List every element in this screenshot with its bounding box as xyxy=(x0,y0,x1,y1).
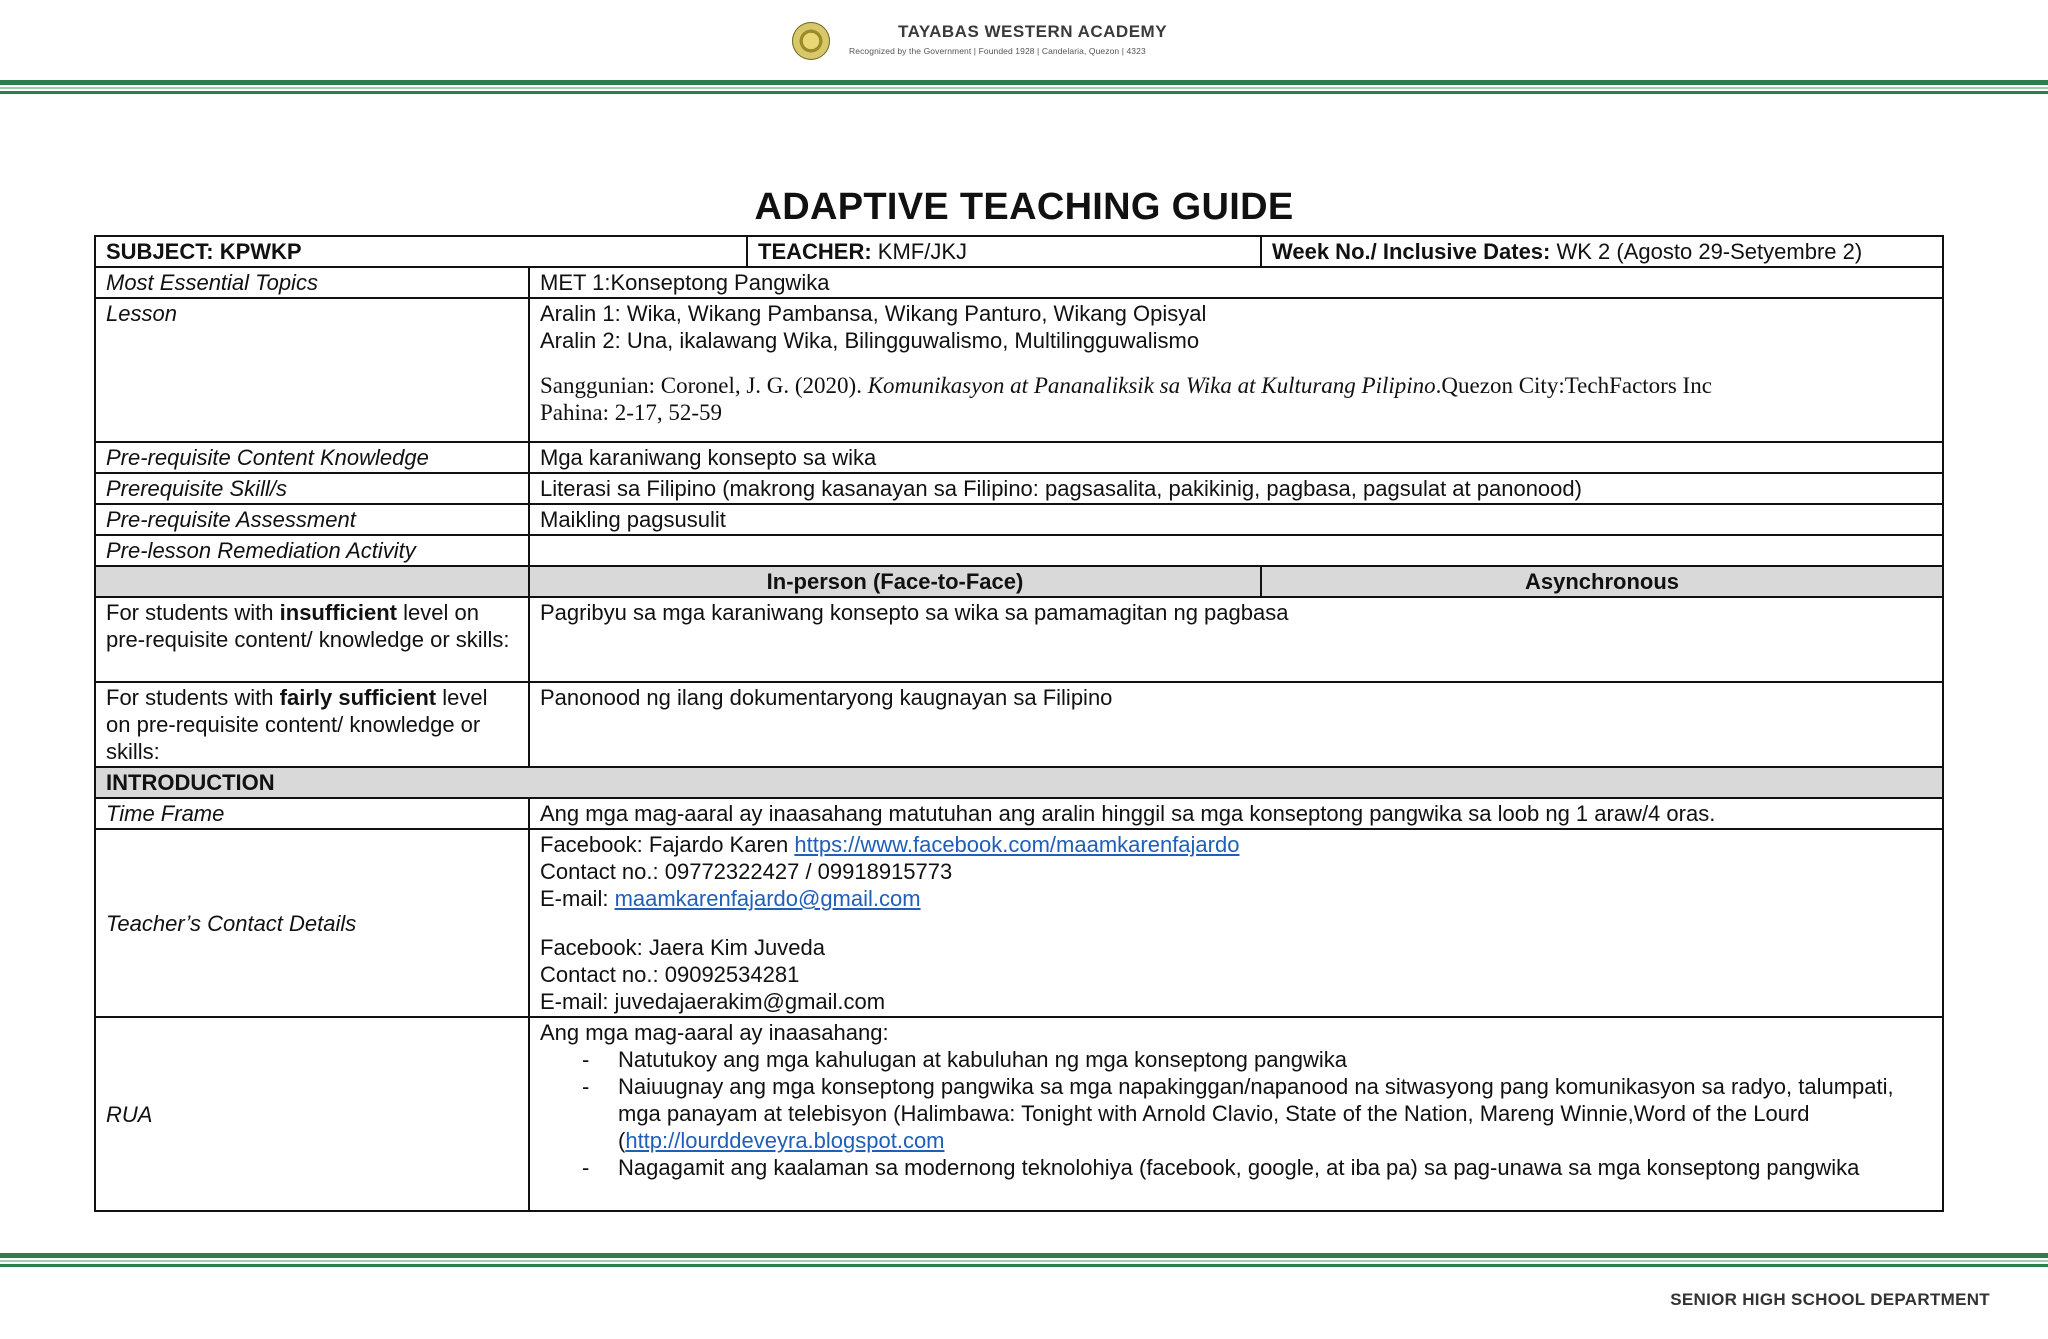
table-row xyxy=(95,682,1943,767)
contact-1-phone: Contact no.: 09772322427 / 09918915773 xyxy=(540,859,953,884)
prereq-skills-value: Literasi sa Filipino (makrong kasanayan sa Filipino: pagsasalita, pakikinig, pagbasa, pagsulat at panonood) xyxy=(529,473,1943,504)
lesson-value xyxy=(529,298,1943,442)
footer-divider xyxy=(0,1264,2048,1267)
footer-divider xyxy=(0,1253,2048,1258)
lesson-line-2: Aralin 2: Una, ikalawang Wika, Bilingguwalismo, Multilingguwalismo xyxy=(540,328,1200,353)
contact-1-email: E-mail: maamkarenfajardo@gmail.com xyxy=(540,886,921,911)
remediation-value xyxy=(529,535,1943,566)
table-row xyxy=(95,504,1943,535)
table-row xyxy=(95,442,1943,473)
lesson-label: Lesson xyxy=(95,298,529,442)
subject-cell: SUBJECT: KPWKP xyxy=(95,236,747,267)
table-row xyxy=(95,1017,1943,1211)
fairly-sufficient-value: Panonood ng ilang dokumentaryong kaugnayan sa Filipino xyxy=(529,682,1943,767)
table-row xyxy=(95,535,1943,566)
department-label: SENIOR HIGH SCHOOL DEPARTMENT xyxy=(1670,1290,1990,1309)
prereq-assessment-value: Maikling pagsusulit xyxy=(529,504,1943,535)
email-link[interactable]: maamkarenfajardo@gmail.com xyxy=(614,886,921,911)
async-header: Asynchronous xyxy=(1261,566,1943,597)
inperson-header: In-person (Face-to-Face) xyxy=(529,566,1261,597)
topics-label: Most Essential Topics xyxy=(95,267,529,298)
school-subtitle: Recognized by the Government | Founded 1928 | Candelaria, Quezon | 4323 xyxy=(849,46,1146,56)
table-row xyxy=(95,267,1943,298)
header-row xyxy=(95,236,1943,267)
prereq-content-label: Pre-requisite Content Knowledge xyxy=(95,442,529,473)
contact-details xyxy=(529,829,1943,1017)
header-divider xyxy=(0,80,2048,85)
footer-divider xyxy=(0,1260,2048,1262)
lesson-line-1: Aralin 1: Wika, Wikang Pambansa, Wikang Panturo, Wikang Opisyal xyxy=(540,301,1207,326)
insufficient-label: For students with insufficient level on pre-requisite content/ knowledge or skills: xyxy=(95,597,529,682)
school-seal-icon xyxy=(792,22,830,60)
school-name: TAYABAS WESTERN ACADEMY xyxy=(898,22,1168,41)
list-item: - Natutukoy ang mga kahulugan at kabuluhan ng mga konseptong pangwika xyxy=(540,1046,1932,1073)
contact-label: Teacher’s Contact Details xyxy=(95,829,529,1017)
contact-1-facebook: Facebook: Fajardo Karen https://www.facebook.com/maamkarenfajardo xyxy=(540,832,1240,857)
subject-value: KPWKP xyxy=(219,239,302,264)
teacher-cell: TEACHER: KMF/JKJ xyxy=(747,236,1261,267)
table-row xyxy=(95,298,1943,442)
topics-value: MET 1:Konseptong Pangwika xyxy=(529,267,1943,298)
teaching-guide-table xyxy=(94,235,1944,1212)
remediation-label: Pre-lesson Remediation Activity xyxy=(95,535,529,566)
list-item: - Naiuugnay ang mga konseptong pangwika sa mga napakinggan/napanood na sitwasyong pang komunikasyon sa radyo, talumpati, mga panayam at telebisyon (Halimbawa: Tonight with Arnold Clavio, State of the Nation, Mareng Winnie,Word of the Lourd (http://lourddeveyra.blogspot.com xyxy=(540,1073,1932,1154)
rua-value xyxy=(529,1017,1943,1211)
table-row xyxy=(95,798,1943,829)
rua-label: RUA xyxy=(95,1017,529,1211)
list-item: - Nagagamit ang kaalaman sa modernong teknolohiya (facebook, google, at iba pa) sa pag-unawa sa mga konseptong pangwika xyxy=(540,1154,1932,1181)
table-row xyxy=(95,829,1943,1017)
teacher-value: KMF/JKJ xyxy=(877,239,968,264)
introduction-header: INTRODUCTION xyxy=(95,767,1943,798)
rua-list xyxy=(540,1046,1932,1181)
header-divider xyxy=(0,91,2048,94)
lesson-reference: Sanggunian: Coronel, J. G. (2020). Komunikasyon at Pananaliksik sa Wika at Kulturang Pilipino.Quezon City:TechFactors Inc xyxy=(540,373,1712,398)
prereq-content-value: Mga karaniwang konsepto sa wika xyxy=(529,442,1943,473)
prereq-skills-label: Prerequisite Skill/s xyxy=(95,473,529,504)
fairly-sufficient-label: For students with fairly sufficient level on pre-requisite content/ knowledge or skills: xyxy=(95,682,529,767)
week-cell: Week No./ Inclusive Dates: WK 2 (Agosto 29-Setyembre 2) xyxy=(1261,236,1943,267)
rua-intro: Ang mga mag-aaral ay inaasahang: xyxy=(540,1020,889,1045)
prereq-assessment-label: Pre-requisite Assessment xyxy=(95,504,529,535)
table-row xyxy=(95,597,1943,682)
insufficient-value: Pagribyu sa mga karaniwang konsepto sa wika sa pamamagitan ng pagbasa xyxy=(529,597,1943,682)
page-header xyxy=(0,18,2048,66)
page-title: ADAPTIVE TEACHING GUIDE xyxy=(754,186,1294,228)
week-value: WK 2 (Agosto 29-Setyembre 2) xyxy=(1556,239,1863,264)
header-divider xyxy=(0,87,2048,89)
time-frame-value: Ang mga mag-aaral ay inaasahang matutuhan ang aralin hinggil sa mga konseptong pangwika sa loob ng 1 araw/4 oras. xyxy=(529,798,1943,829)
table-row xyxy=(95,473,1943,504)
modality-header-row xyxy=(95,566,1943,597)
contact-2-phone: Contact no.: 09092534281 xyxy=(540,962,800,987)
contact-2-email: E-mail: juvedajaerakim@gmail.com xyxy=(540,989,886,1014)
blog-link[interactable]: http://lourddeveyra.blogspot.com xyxy=(625,1128,945,1153)
facebook-link[interactable]: https://www.facebook.com/maamkarenfajardo xyxy=(794,832,1240,857)
lesson-pages: Pahina: 2-17, 52-59 xyxy=(540,400,723,425)
introduction-row xyxy=(95,767,1943,798)
contact-2-facebook: Facebook: Jaera Kim Juveda xyxy=(540,935,825,960)
time-frame-label: Time Frame xyxy=(95,798,529,829)
